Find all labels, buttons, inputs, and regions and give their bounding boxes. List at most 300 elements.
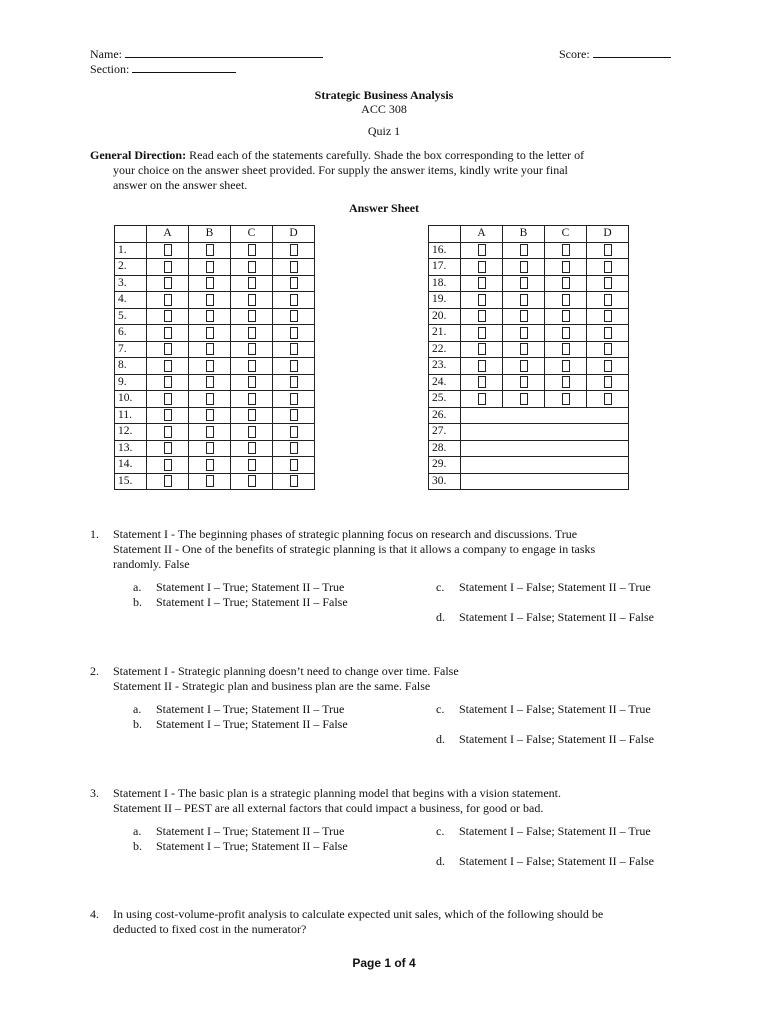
- shade-box[interactable]: [290, 475, 298, 487]
- shade-box[interactable]: [562, 327, 570, 339]
- answer-option-cell[interactable]: [273, 292, 315, 309]
- answer-option-cell[interactable]: [587, 275, 629, 292]
- answer-option-cell[interactable]: [461, 374, 503, 391]
- shade-box[interactable]: [248, 459, 256, 471]
- shade-box[interactable]: [206, 360, 214, 372]
- shade-box[interactable]: [520, 360, 528, 372]
- shade-box[interactable]: [478, 343, 486, 355]
- shade-box[interactable]: [290, 343, 298, 355]
- shade-box[interactable]: [248, 294, 256, 306]
- answer-option-cell[interactable]: [189, 275, 231, 292]
- answer-sheet-title: Answer Sheet: [348, 201, 420, 215]
- choice-text: Statement I – True; Statement II – False: [156, 839, 348, 853]
- item-number: 30.: [429, 473, 461, 490]
- item-number: 1.: [115, 242, 147, 259]
- item-number: 27.: [429, 424, 461, 441]
- shade-box[interactable]: [562, 343, 570, 355]
- answer-option-cell[interactable]: [503, 374, 545, 391]
- answer-row: [115, 424, 315, 441]
- shade-box[interactable]: [164, 327, 172, 339]
- section-field[interactable]: [90, 61, 236, 77]
- answer-option-cell[interactable]: [587, 358, 629, 375]
- name-label: Name:: [90, 47, 122, 61]
- answer-option-cell[interactable]: [189, 473, 231, 490]
- shade-box[interactable]: [290, 294, 298, 306]
- answer-option-cell[interactable]: [461, 358, 503, 375]
- answer-option-cell[interactable]: [503, 259, 545, 276]
- header-corner: [115, 226, 147, 243]
- shade-box[interactable]: [164, 442, 172, 454]
- shade-box[interactable]: [206, 327, 214, 339]
- shade-box[interactable]: [206, 343, 214, 355]
- answer-row: [115, 457, 315, 474]
- choice-letter: d.: [436, 732, 445, 746]
- shade-box[interactable]: [164, 244, 172, 256]
- shade-box[interactable]: [562, 376, 570, 388]
- shade-box[interactable]: [164, 426, 172, 438]
- item-number: 7.: [115, 341, 147, 358]
- answer-option-cell[interactable]: [147, 292, 189, 309]
- shade-box[interactable]: [520, 393, 528, 405]
- shade-box[interactable]: [290, 327, 298, 339]
- answer-row: [115, 358, 315, 375]
- answer-option-cell[interactable]: [273, 424, 315, 441]
- answer-option-cell[interactable]: [461, 259, 503, 276]
- shade-box[interactable]: [164, 393, 172, 405]
- answer-option-cell[interactable]: [503, 275, 545, 292]
- name-field[interactable]: [90, 46, 323, 62]
- shade-box[interactable]: [206, 459, 214, 471]
- answer-option-cell[interactable]: [461, 308, 503, 325]
- supply-answer-field[interactable]: [461, 473, 629, 490]
- answer-option-cell[interactable]: [147, 259, 189, 276]
- shade-box[interactable]: [604, 343, 612, 355]
- shade-box[interactable]: [164, 343, 172, 355]
- choice-text: Statement I – True; Statement II – True: [156, 824, 345, 838]
- answer-option-cell[interactable]: [189, 259, 231, 276]
- answer-option-cell[interactable]: [273, 358, 315, 375]
- answer-row: [115, 292, 315, 309]
- answer-option-cell[interactable]: [231, 407, 273, 424]
- answer-option-cell[interactable]: [147, 391, 189, 408]
- shade-box[interactable]: [290, 442, 298, 454]
- answer-option-cell[interactable]: [545, 391, 587, 408]
- choice-text: Statement I – False; Statement II – True: [459, 702, 651, 716]
- answer-option-cell[interactable]: [273, 308, 315, 325]
- answer-option-cell[interactable]: [545, 242, 587, 259]
- answer-option-cell[interactable]: [189, 424, 231, 441]
- choice-text: Statement I – False; Statement II – False: [459, 854, 654, 868]
- answer-option-cell[interactable]: [273, 341, 315, 358]
- choice-text: Statement I – True; Statement II – False: [156, 717, 348, 731]
- choice-letter: c.: [436, 702, 445, 716]
- shade-box[interactable]: [520, 261, 528, 273]
- choice-text: Statement I – True; Statement II – True: [156, 580, 345, 594]
- answer-option-cell[interactable]: [273, 325, 315, 342]
- answer-option-cell[interactable]: [545, 308, 587, 325]
- shade-box[interactable]: [164, 310, 172, 322]
- shade-box[interactable]: [206, 475, 214, 487]
- shade-box[interactable]: [206, 244, 214, 256]
- answer-option-cell[interactable]: [273, 473, 315, 490]
- item-number: 2.: [115, 259, 147, 276]
- question-text-line: Statement I - Strategic planning doesn’t need to change over time. False: [113, 664, 459, 678]
- answer-row: [115, 308, 315, 325]
- shade-box[interactable]: [520, 277, 528, 289]
- shade-box[interactable]: [206, 294, 214, 306]
- shade-box[interactable]: [206, 442, 214, 454]
- answer-option-cell[interactable]: [231, 457, 273, 474]
- shade-box[interactable]: [604, 310, 612, 322]
- answer-option-cell[interactable]: [231, 473, 273, 490]
- shade-box[interactable]: [520, 327, 528, 339]
- answer-option-cell[interactable]: [503, 325, 545, 342]
- answer-option-cell[interactable]: [147, 242, 189, 259]
- answer-row: [115, 242, 315, 259]
- answer-option-cell[interactable]: [231, 391, 273, 408]
- answer-option-cell[interactable]: [273, 374, 315, 391]
- answer-row: [115, 275, 315, 292]
- supply-answer-field[interactable]: [461, 457, 629, 474]
- document-title: Strategic Business Analysis: [314, 88, 454, 102]
- answer-option-cell[interactable]: [587, 242, 629, 259]
- shade-box[interactable]: [290, 261, 298, 273]
- answer-row: [115, 325, 315, 342]
- item-number: 12.: [115, 424, 147, 441]
- choice-text: Statement I – True; Statement II – False: [156, 595, 348, 609]
- answer-option-cell[interactable]: [461, 242, 503, 259]
- choice-letter: c.: [436, 580, 445, 594]
- choice-text: Statement I – False; Statement II – False: [459, 732, 654, 746]
- answer-option-cell[interactable]: [461, 325, 503, 342]
- answer-row: [115, 440, 315, 457]
- item-number: 5.: [115, 308, 147, 325]
- shade-box[interactable]: [290, 459, 298, 471]
- shade-box[interactable]: [206, 393, 214, 405]
- header-row: [115, 226, 315, 243]
- shade-box[interactable]: [604, 244, 612, 256]
- answer-option-cell[interactable]: [545, 292, 587, 309]
- answer-option-cell[interactable]: [545, 259, 587, 276]
- shade-box[interactable]: [206, 310, 214, 322]
- shade-box[interactable]: [604, 327, 612, 339]
- shade-box[interactable]: [290, 426, 298, 438]
- answer-row: [429, 308, 629, 325]
- shade-box[interactable]: [520, 376, 528, 388]
- answer-option-cell[interactable]: [231, 325, 273, 342]
- answer-option-cell[interactable]: [461, 391, 503, 408]
- supply-answer-field[interactable]: [461, 424, 629, 441]
- answer-option-cell[interactable]: [147, 424, 189, 441]
- shade-box[interactable]: [248, 426, 256, 438]
- shade-box[interactable]: [206, 426, 214, 438]
- answer-row: [115, 391, 315, 408]
- answer-option-cell[interactable]: [503, 341, 545, 358]
- shade-box[interactable]: [164, 409, 172, 421]
- choice-text: Statement I – False; Statement II – True: [459, 580, 651, 594]
- shade-box[interactable]: [562, 261, 570, 273]
- column-header: B: [503, 226, 545, 243]
- answer-option-cell[interactable]: [147, 473, 189, 490]
- answer-table-left: [114, 225, 315, 490]
- column-header: A: [461, 226, 503, 243]
- item-number: 19.: [429, 292, 461, 309]
- direction-label: General Direction:: [90, 148, 187, 162]
- shade-box[interactable]: [248, 376, 256, 388]
- answer-option-cell[interactable]: [189, 440, 231, 457]
- shade-box[interactable]: [248, 475, 256, 487]
- choice-letter: a.: [133, 580, 142, 594]
- section-blank[interactable]: [132, 61, 236, 73]
- question-text-line: In using cost-volume-profit analysis to calculate expected unit sales, which of the following should be: [113, 907, 604, 921]
- item-number: 14.: [115, 457, 147, 474]
- shade-box[interactable]: [562, 393, 570, 405]
- shade-box[interactable]: [290, 244, 298, 256]
- column-header: C: [545, 226, 587, 243]
- quiz-label: Quiz 1: [367, 124, 401, 138]
- answer-option-cell[interactable]: [147, 457, 189, 474]
- shade-box[interactable]: [478, 244, 486, 256]
- supply-answer-field[interactable]: [461, 407, 629, 424]
- shade-box[interactable]: [248, 277, 256, 289]
- shade-box[interactable]: [290, 376, 298, 388]
- shade-box[interactable]: [604, 360, 612, 372]
- shade-box[interactable]: [290, 310, 298, 322]
- answer-option-cell[interactable]: [189, 407, 231, 424]
- shade-box[interactable]: [206, 277, 214, 289]
- shade-box[interactable]: [164, 360, 172, 372]
- answer-option-cell[interactable]: [273, 275, 315, 292]
- answer-row: [115, 407, 315, 424]
- answer-option-cell[interactable]: [231, 374, 273, 391]
- answer-option-cell[interactable]: [273, 242, 315, 259]
- item-number: 3.: [115, 275, 147, 292]
- answer-row: [115, 473, 315, 490]
- answer-option-cell[interactable]: [273, 440, 315, 457]
- score-field[interactable]: [559, 46, 671, 62]
- shade-box[interactable]: [478, 261, 486, 273]
- shade-box[interactable]: [248, 393, 256, 405]
- answer-option-cell[interactable]: [273, 457, 315, 474]
- shade-box[interactable]: [520, 310, 528, 322]
- shade-box[interactable]: [478, 310, 486, 322]
- answer-option-cell[interactable]: [503, 242, 545, 259]
- shade-box[interactable]: [248, 409, 256, 421]
- question: [90, 664, 690, 694]
- shade-box[interactable]: [604, 261, 612, 273]
- course-code: ACC 308: [361, 102, 407, 116]
- shade-box[interactable]: [478, 277, 486, 289]
- answer-option-cell[interactable]: [503, 358, 545, 375]
- answer-row: [429, 440, 629, 457]
- answer-option-cell[interactable]: [545, 374, 587, 391]
- shade-box[interactable]: [290, 360, 298, 372]
- shade-box[interactable]: [520, 343, 528, 355]
- item-number: 10.: [115, 391, 147, 408]
- shade-box[interactable]: [478, 376, 486, 388]
- shade-box[interactable]: [520, 294, 528, 306]
- shade-box[interactable]: [248, 261, 256, 273]
- answer-option-cell[interactable]: [545, 325, 587, 342]
- answer-option-cell[interactable]: [147, 275, 189, 292]
- shade-box[interactable]: [520, 244, 528, 256]
- answer-option-cell[interactable]: [189, 374, 231, 391]
- answer-row: [115, 341, 315, 358]
- shade-box[interactable]: [248, 442, 256, 454]
- choice-letter: a.: [133, 702, 142, 716]
- answer-option-cell[interactable]: [273, 391, 315, 408]
- choice-letter: d.: [436, 854, 445, 868]
- shade-box[interactable]: [604, 393, 612, 405]
- score-label: Score:: [559, 47, 590, 61]
- shade-box[interactable]: [164, 475, 172, 487]
- answer-option-cell[interactable]: [231, 292, 273, 309]
- answer-option-cell[interactable]: [587, 391, 629, 408]
- question-text-line: randomly. False: [113, 557, 190, 571]
- column-header: C: [231, 226, 273, 243]
- shade-box[interactable]: [478, 360, 486, 372]
- shade-box[interactable]: [248, 310, 256, 322]
- item-number: 4.: [115, 292, 147, 309]
- choice-text: Statement I – False; Statement II – True: [459, 824, 651, 838]
- answer-option-cell[interactable]: [545, 275, 587, 292]
- answer-option-cell[interactable]: [189, 358, 231, 375]
- shade-box[interactable]: [562, 244, 570, 256]
- answer-option-cell[interactable]: [587, 374, 629, 391]
- supply-answer-field[interactable]: [461, 440, 629, 457]
- answer-option-cell[interactable]: [503, 292, 545, 309]
- shade-box[interactable]: [478, 327, 486, 339]
- choice-text: Statement I – True; Statement II – True: [156, 702, 345, 716]
- answer-option-cell[interactable]: [189, 341, 231, 358]
- answer-option-cell[interactable]: [461, 275, 503, 292]
- answer-option-cell[interactable]: [587, 341, 629, 358]
- question-text-line: Statement II - One of the benefits of strategic planning is that it allows a company to engage in tasks: [113, 542, 596, 556]
- item-number: 8.: [115, 358, 147, 375]
- answer-option-cell[interactable]: [587, 292, 629, 309]
- column-header: D: [273, 226, 315, 243]
- item-number: 20.: [429, 308, 461, 325]
- answer-option-cell[interactable]: [461, 292, 503, 309]
- shade-box[interactable]: [164, 277, 172, 289]
- answer-option-cell[interactable]: [147, 374, 189, 391]
- answer-row: [429, 374, 629, 391]
- answer-table-right: [428, 225, 629, 490]
- choice-letter: d.: [436, 610, 445, 624]
- answer-option-cell[interactable]: [545, 358, 587, 375]
- column-header: B: [189, 226, 231, 243]
- shade-box[interactable]: [206, 409, 214, 421]
- answer-option-cell[interactable]: [545, 341, 587, 358]
- answer-option-cell[interactable]: [461, 341, 503, 358]
- shade-box[interactable]: [562, 310, 570, 322]
- shade-box[interactable]: [164, 294, 172, 306]
- question-text-line: Statement I - The beginning phases of strategic planning focus on research and discussions. True: [113, 527, 578, 541]
- shade-box[interactable]: [290, 277, 298, 289]
- answer-row: [429, 292, 629, 309]
- answer-option-cell[interactable]: [587, 259, 629, 276]
- answer-option-cell[interactable]: [147, 308, 189, 325]
- answer-option-cell[interactable]: [189, 308, 231, 325]
- shade-box[interactable]: [604, 294, 612, 306]
- shade-box[interactable]: [604, 277, 612, 289]
- direction-text-3: answer on the answer sheet.: [113, 178, 248, 192]
- item-number: 11.: [115, 407, 147, 424]
- answer-option-cell[interactable]: [189, 242, 231, 259]
- answer-option-cell[interactable]: [231, 424, 273, 441]
- shade-box[interactable]: [290, 409, 298, 421]
- column-header: A: [147, 226, 189, 243]
- answer-option-cell[interactable]: [231, 308, 273, 325]
- shade-box[interactable]: [164, 261, 172, 273]
- answer-option-cell[interactable]: [231, 341, 273, 358]
- answer-option-cell[interactable]: [503, 308, 545, 325]
- shade-box[interactable]: [478, 294, 486, 306]
- shade-box[interactable]: [248, 360, 256, 372]
- answer-row: [429, 391, 629, 408]
- question-number: 1.: [90, 527, 99, 541]
- answer-option-cell[interactable]: [231, 275, 273, 292]
- item-number: 15.: [115, 473, 147, 490]
- item-number: 21.: [429, 325, 461, 342]
- answer-option-cell[interactable]: [147, 440, 189, 457]
- general-direction: [90, 148, 690, 193]
- answer-option-cell[interactable]: [231, 358, 273, 375]
- direction-text-2: your choice on the answer sheet provided. For supply the answer items, kindly write your final: [113, 163, 568, 177]
- answer-option-cell[interactable]: [587, 308, 629, 325]
- shade-box[interactable]: [206, 261, 214, 273]
- shade-box[interactable]: [478, 393, 486, 405]
- question-text-line: Statement II - Strategic plan and business plan are the same. False: [113, 679, 431, 693]
- answer-option-cell[interactable]: [189, 325, 231, 342]
- answer-option-cell[interactable]: [147, 358, 189, 375]
- answer-row: [429, 407, 629, 424]
- shade-box[interactable]: [164, 459, 172, 471]
- shade-box[interactable]: [562, 294, 570, 306]
- shade-box[interactable]: [248, 244, 256, 256]
- answer-option-cell[interactable]: [273, 259, 315, 276]
- answer-option-cell[interactable]: [273, 407, 315, 424]
- answer-option-cell[interactable]: [189, 457, 231, 474]
- answer-option-cell[interactable]: [147, 341, 189, 358]
- answer-option-cell[interactable]: [189, 391, 231, 408]
- answer-option-cell[interactable]: [231, 440, 273, 457]
- shade-box[interactable]: [164, 376, 172, 388]
- shade-box[interactable]: [604, 376, 612, 388]
- choice-letter: a.: [133, 824, 142, 838]
- shade-box[interactable]: [562, 360, 570, 372]
- answer-option-cell[interactable]: [231, 259, 273, 276]
- choice-letter: b.: [133, 717, 142, 731]
- shade-box[interactable]: [562, 277, 570, 289]
- answer-option-cell[interactable]: [587, 325, 629, 342]
- question-number: 2.: [90, 664, 99, 678]
- choice-letter: b.: [133, 839, 142, 853]
- score-blank[interactable]: [593, 46, 671, 58]
- answer-row: [429, 325, 629, 342]
- answer-option-cell[interactable]: [189, 292, 231, 309]
- answer-option-cell[interactable]: [503, 391, 545, 408]
- answer-option-cell[interactable]: [147, 325, 189, 342]
- shade-box[interactable]: [290, 393, 298, 405]
- shade-box[interactable]: [206, 376, 214, 388]
- name-blank[interactable]: [125, 46, 323, 58]
- answer-row: [429, 242, 629, 259]
- shade-box[interactable]: [248, 343, 256, 355]
- answer-option-cell[interactable]: [231, 242, 273, 259]
- answer-option-cell[interactable]: [147, 407, 189, 424]
- shade-box[interactable]: [248, 327, 256, 339]
